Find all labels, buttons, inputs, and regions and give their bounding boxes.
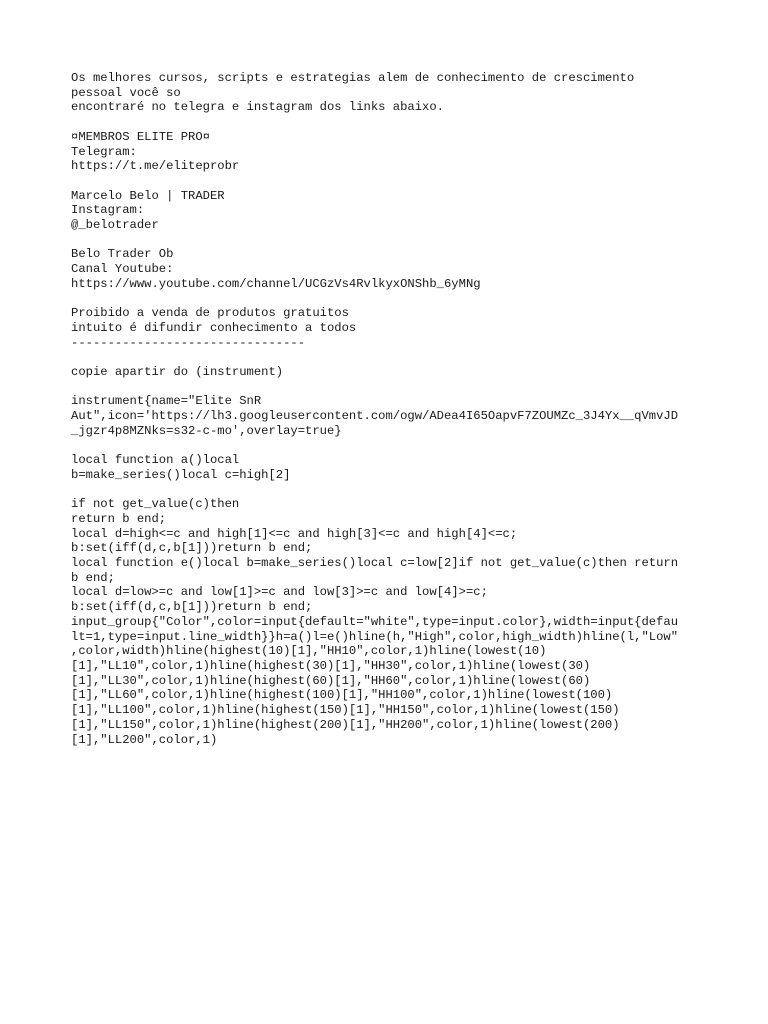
code-line: return b end; <box>71 511 167 526</box>
blank-line <box>71 115 701 130</box>
code-line: lt=1,type=input.line_width}}h=a()l=e()hline(h,"High",color,high_width)hline(l,"Low" <box>71 629 679 644</box>
code-line: [1],"LL100",color,1)hline(highest(150)[1],"HH150",color,1)hline(lowest(150) <box>71 703 620 718</box>
code-line: local function a()local <box>71 453 240 468</box>
blank-line <box>71 233 701 248</box>
text-line: Canal Youtube: <box>71 262 174 277</box>
youtube-link[interactable]: https://www.youtube.com/channel/UCGzVs4RvlkyxONShb_6yMNg <box>71 276 481 291</box>
code-line: b=make_series()local c=high[2] <box>71 467 291 482</box>
blank-line <box>71 380 701 395</box>
blank-line <box>71 350 701 365</box>
code-line: local d=low>=c and low[1]>=c and low[3]>=c and low[4]>=c; <box>71 585 488 600</box>
code-line: [1],"LL150",color,1)hline(highest(200)[1],"HH200",color,1)hline(lowest(200) <box>71 717 620 732</box>
text-line: pessoal você so <box>71 85 181 100</box>
code-line: input_group{"Color",color=input{default="white",type=input.color},width=input{defau <box>71 614 679 629</box>
code-line: if not get_value(c)then <box>71 497 240 512</box>
code-line: [1],"LL30",color,1)hline(highest(60)[1],"HH60",color,1)hline(lowest(60) <box>71 673 591 688</box>
code-line: instrument{name="Elite SnR <box>71 394 262 409</box>
code-line: b end; <box>71 570 115 585</box>
text-line: copie apartir do (instrument) <box>71 364 284 379</box>
blank-line <box>71 438 701 453</box>
blank-line <box>71 174 701 189</box>
telegram-link[interactable]: https://t.me/eliteprobr <box>71 159 240 174</box>
code-line: b:set(iff(d,c,b[1]))return b end; <box>71 541 313 556</box>
code-line: local d=high<=c and high[1]<=c and high[3]<=c and high[4]<=c; <box>71 526 518 541</box>
code-line: [1],"LL200",color,1) <box>71 732 218 747</box>
code-line: local function e()local b=make_series()local c=low[2]if not get_value(c)then return <box>71 556 679 571</box>
text-line: intuito é difundir conhecimento a todos <box>71 320 357 335</box>
code-line: ,color,width)hline(highest(10)[1],"HH10",color,1)hline(lowest(10) <box>71 644 547 659</box>
code-line: [1],"LL60",color,1)hline(highest(100)[1],"HH100",color,1)hline(lowest(100) <box>71 688 613 703</box>
section-heading: ¤MEMBROS ELITE PRO¤ <box>71 129 210 144</box>
divider-line: -------------------------------- <box>71 335 306 350</box>
text-line: Marcelo Belo | TRADER <box>71 188 225 203</box>
blank-line <box>71 483 701 498</box>
code-line: Aut",icon='https://lh3.googleusercontent.com/ogw/ADea4I65OapvF7ZOUMZc_3J4Yx__qVmvJD <box>71 409 679 424</box>
text-line: Belo Trader Ob <box>71 247 174 262</box>
instagram-handle: @_belotrader <box>71 218 159 232</box>
code-line: _jgzr4p8MZNks=s32-c-mo',overlay=true} <box>71 423 342 438</box>
code-line: [1],"LL10",color,1)hline(highest(30)[1],"HH30",color,1)hline(lowest(30) <box>71 659 591 673</box>
code-line: b:set(iff(d,c,b[1]))return b end; <box>71 600 313 615</box>
document-page <box>71 71 701 747</box>
text-line: Os melhores cursos, scripts e estrategias alem de conhecimento de crescimento <box>71 71 635 85</box>
blank-line <box>71 292 701 307</box>
text-line: Telegram: <box>71 144 137 159</box>
text-line: Instagram: <box>71 203 145 218</box>
text-line: encontraré no telegra e instagram dos links abaixo. <box>71 100 444 115</box>
text-line: Proibido a venda de produtos gratuitos <box>71 306 349 321</box>
